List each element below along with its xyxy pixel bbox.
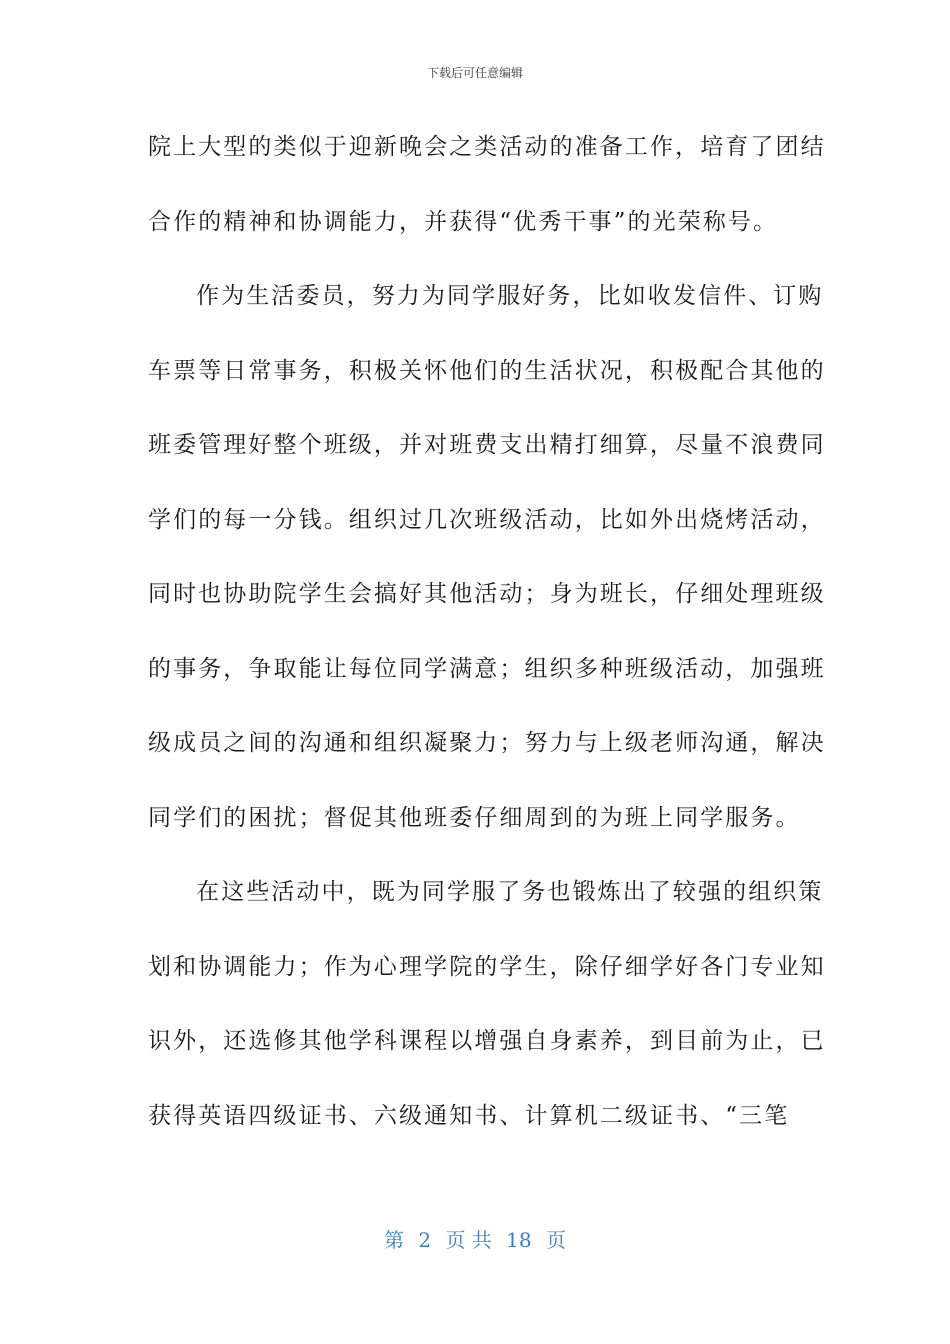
text-line: 班委管理好整个班级，并对班费支出精打细算，尽量不浪费同: [148, 432, 826, 458]
text-line: 获得英语四级证书、六级通知书、计算机二级证书、“三笔: [148, 1102, 790, 1129]
footer-suffix: 页: [545, 1228, 566, 1252]
text-line: 识外，还选修其他学科课程以增强自身素养，到目前为止，已: [148, 1028, 826, 1054]
text-line: 学们的每一分钱。组织过几次班级活动，比如外出烧烤活动，: [148, 506, 826, 533]
document-body: [148, 110, 826, 1153]
text-line: 划和协调能力；作为心理学院的学生，除仔细学好各门专业知: [148, 953, 826, 980]
text-line: 同时也协助院学生会搞好其他活动；身为班长，仔细处理班级: [148, 581, 826, 607]
total-page-count: 18: [506, 1228, 532, 1252]
text-line: 的事务，争取能让每位同学满意；组织多种班级活动，加强班: [148, 655, 826, 682]
page-footer: [0, 1224, 950, 1253]
footer-middle: 页 共: [445, 1228, 492, 1252]
footer-prefix: 第: [384, 1228, 404, 1252]
text-line: 级成员之间的沟通和组织凝聚力；努力与上级老师沟通，解决: [148, 730, 826, 756]
paragraph-start-line: 作为生活委员，努力为同学服好务，比如收发信件、订购: [196, 283, 824, 309]
page-header: 下载后可任意编辑: [426, 66, 523, 80]
current-page-number: 2: [418, 1228, 432, 1252]
text-line: 合作的精神和协调能力，并获得“优秀干事”的光荣称号。: [148, 208, 779, 235]
text-line: 院上大型的类似于迎新晚会之类活动的准备工作，培育了团结: [148, 134, 826, 160]
text-line: 同学们的困扰；督促其他班委仔细周到的为班上同学服务。: [148, 804, 801, 831]
text-line: 车票等日常事务，积极关怀他们的生活状况，积极配合其他的: [148, 357, 826, 384]
paragraph-start-line: 在这些活动中，既为同学服了务也锻炼出了较强的组织策: [196, 879, 824, 905]
